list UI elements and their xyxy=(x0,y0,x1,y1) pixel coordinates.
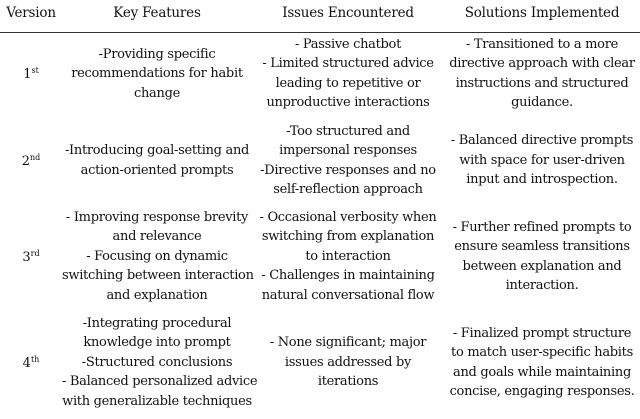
features-line: change xyxy=(134,85,180,101)
issues-line: - Occasional verbosity when xyxy=(259,209,437,225)
issues-line: -Too structured and xyxy=(286,123,410,139)
issues-cell xyxy=(252,33,444,115)
version-cell xyxy=(0,33,62,115)
version-suffix: th xyxy=(30,354,40,364)
features-line: switching between interaction xyxy=(62,268,254,284)
issues-line: -Directive responses and no xyxy=(260,162,436,178)
features-line: recommendations for habit xyxy=(71,66,243,81)
issues-line: - Passive chatbot xyxy=(294,36,401,52)
solutions-line: - Finalized prompt structure xyxy=(452,325,632,341)
header-key-features: Key Features xyxy=(62,0,252,33)
table-row xyxy=(0,207,640,307)
issues-line: - None significant; major xyxy=(269,335,427,351)
features-line: knowledge into prompt xyxy=(83,335,231,351)
issues-line: leading to repetitive or xyxy=(275,75,421,91)
solutions-cell xyxy=(444,207,640,307)
solutions-line: - Balanced directive prompts xyxy=(450,133,634,149)
solutions-line: and goals while maintaining xyxy=(453,364,631,380)
issues-line: natural conversational flow xyxy=(261,287,435,303)
issues-line: unproductive interactions xyxy=(266,95,430,111)
issues-line: impersonal responses xyxy=(279,143,417,158)
table-row xyxy=(0,307,640,419)
features-cell xyxy=(62,207,252,307)
solutions-cell xyxy=(444,115,640,207)
features-line: - Improving response brevity xyxy=(65,209,249,225)
solutions-line: instructions and structured xyxy=(455,75,629,91)
solutions-line: between explanation and xyxy=(462,258,622,274)
issues-line: switching from explanation xyxy=(261,229,435,245)
version-suffix: rd xyxy=(30,248,40,258)
version-suffix: nd xyxy=(30,152,41,162)
issues-line: - Challenges in maintaining xyxy=(261,268,435,284)
features-line: -Structured conclusions xyxy=(81,354,233,370)
solutions-line: interaction. xyxy=(505,278,579,293)
issues-line: issues addressed by xyxy=(284,354,412,370)
solutions-line: to match user-specific habits xyxy=(451,345,633,360)
solutions-line: - Further refined prompts to xyxy=(452,219,632,235)
issues-line: self-reflection approach xyxy=(273,182,423,197)
version-number: 1 xyxy=(23,66,32,82)
features-line: -Providing specific xyxy=(98,46,216,62)
solutions-line: guidance. xyxy=(511,95,573,111)
header-version: Version xyxy=(0,0,62,33)
features-line: with generalizable techniques xyxy=(62,393,252,409)
issues-cell xyxy=(252,115,444,207)
features-line: -Integrating procedural xyxy=(82,315,232,331)
solutions-cell xyxy=(444,33,640,115)
version-number: 3 xyxy=(22,249,31,265)
solutions-line: ensure seamless transitions xyxy=(454,239,630,254)
version-cell xyxy=(0,207,62,307)
features-line: - Focusing on dynamic xyxy=(86,248,228,264)
header-issues: Issues Encountered xyxy=(252,0,444,33)
solutions-cell xyxy=(444,307,640,419)
features-line: action-oriented prompts xyxy=(80,162,234,178)
features-line: -Introducing goal-setting and xyxy=(64,143,250,158)
table-row xyxy=(0,115,640,207)
features-line: and relevance xyxy=(112,229,202,245)
issues-cell xyxy=(252,207,444,307)
issues-line: iterations xyxy=(317,374,379,390)
issues-cell xyxy=(252,307,444,419)
version-suffix: st xyxy=(31,65,39,75)
header-row xyxy=(0,0,640,33)
version-cell xyxy=(0,115,62,207)
features-cell xyxy=(62,115,252,207)
solutions-line: - Transitioned to a more xyxy=(465,36,619,52)
version-number: 4 xyxy=(22,355,31,371)
solutions-line: input and introspection. xyxy=(466,172,618,188)
issues-line: to interaction xyxy=(305,248,391,264)
issues-line: - Limited structured advice xyxy=(262,56,434,72)
features-cell xyxy=(62,33,252,115)
features-line: and explanation xyxy=(106,287,208,303)
features-line: - Balanced personalized advice xyxy=(62,374,258,390)
version-cell xyxy=(0,307,62,419)
table-row xyxy=(0,33,640,115)
version-number: 2 xyxy=(21,153,30,169)
header-solutions: Solutions Implemented xyxy=(444,0,640,33)
solutions-line: concise, engaging responses. xyxy=(449,384,635,399)
features-cell xyxy=(62,307,258,419)
solutions-line: directive approach with clear xyxy=(449,56,635,72)
solutions-line: with space for user-driven xyxy=(459,152,625,168)
